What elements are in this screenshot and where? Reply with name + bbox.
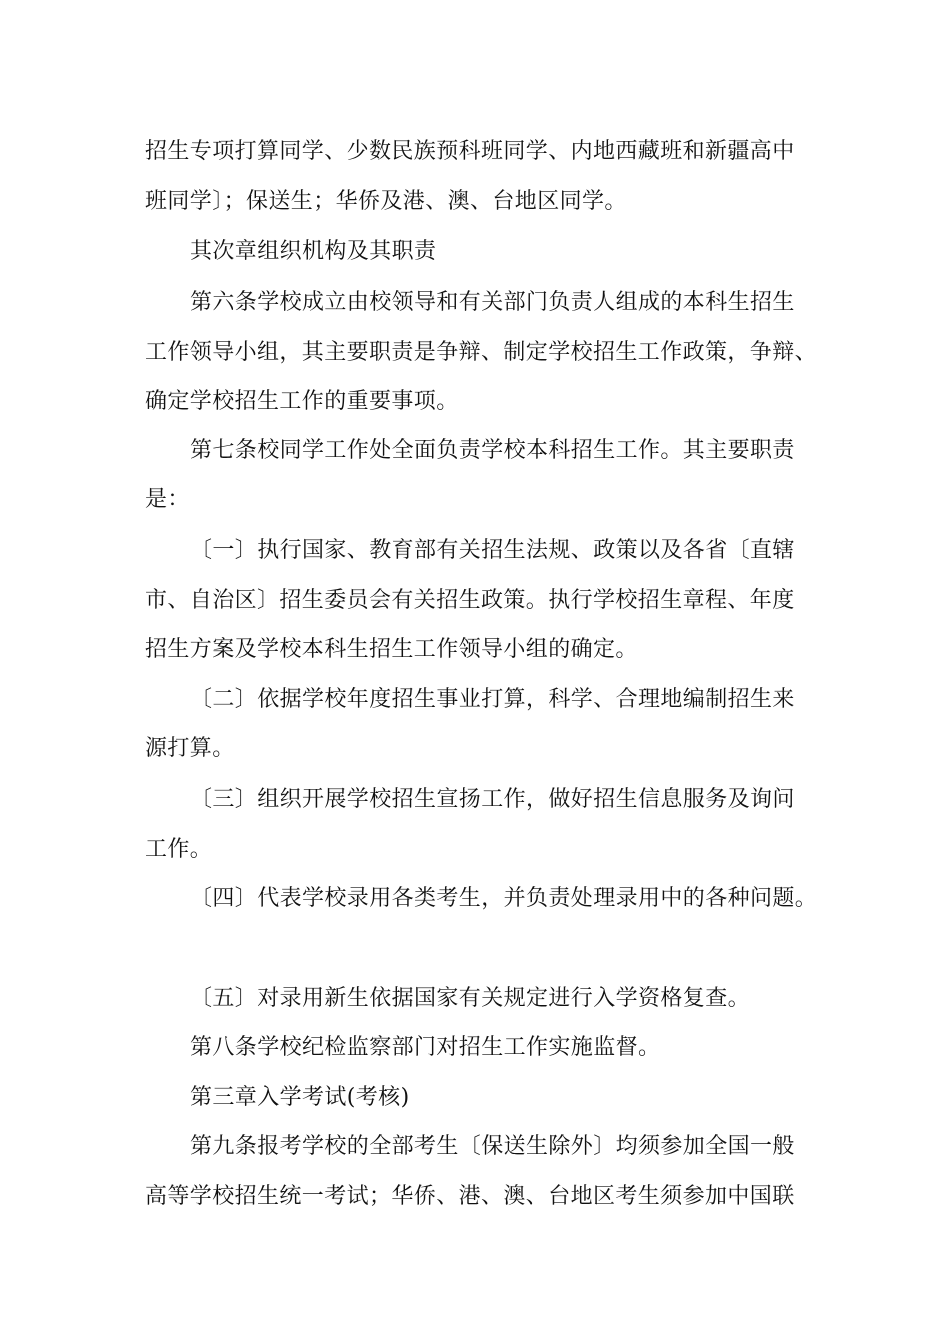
paragraph-line: 高等学校招生统一考试；华侨、港、澳、台地区考生须参加中国联 bbox=[145, 1184, 795, 1209]
paragraph-line: 是： bbox=[145, 487, 190, 512]
list-item-line: 〔一〕执行国家、教育部有关招生法规、政策以及各省〔直辖 bbox=[190, 538, 795, 563]
paragraph-line: 第六条学校成立由校领导和有关部门负责人组成的本科生招生 bbox=[190, 290, 795, 315]
list-item-line: 市、自治区〕招生委员会有关招生政策。执行学校招生章程、年度 bbox=[145, 588, 795, 613]
paragraph-line: 第九条报考学校的全部考生〔保送生除外〕均须参加全国一般 bbox=[190, 1134, 795, 1159]
list-item-line: 〔三〕组织开展学校招生宣扬工作，做好招生信息服务及询问 bbox=[190, 787, 795, 812]
list-item-line: 招生方案及学校本科生招生工作领导小组的确定。 bbox=[145, 637, 638, 662]
list-item-line: 工作。 bbox=[145, 837, 213, 862]
chapter-heading: 第三章入学考试(考核) bbox=[190, 1085, 410, 1110]
list-item-line: 源打算。 bbox=[145, 736, 235, 761]
paragraph-line: 工作领导小组，其主要职责是争辩、制定学校招生工作政策，争辩、 bbox=[145, 340, 818, 365]
paragraph-line: 第八条学校纪检监察部门对招生工作实施监督。 bbox=[190, 1035, 661, 1060]
list-item-line: 〔五〕对录用新生依据国家有关规定进行入学资格复查。 bbox=[190, 986, 751, 1011]
paragraph-line: 第七条校同学工作处全面负责学校本科招生工作。其主要职责 bbox=[190, 438, 795, 463]
paragraph-line: 班同学〕；保送生；华侨及港、澳、台地区同学。 bbox=[145, 189, 627, 214]
chapter-heading: 其次章组织机构及其职责 bbox=[190, 239, 437, 264]
paragraph-line: 确定学校招生工作的重要事项。 bbox=[145, 389, 459, 414]
paragraph-line: 招生专项打算同学、少数民族预科班同学、内地西藏班和新疆高中 bbox=[145, 139, 795, 164]
list-item-line: 〔四〕代表学校录用各类考生，并负责处理录用中的各种问题。 bbox=[190, 886, 818, 911]
list-item-line: 〔二〕依据学校年度招生事业打算，科学、合理地编制招生来 bbox=[190, 687, 795, 712]
